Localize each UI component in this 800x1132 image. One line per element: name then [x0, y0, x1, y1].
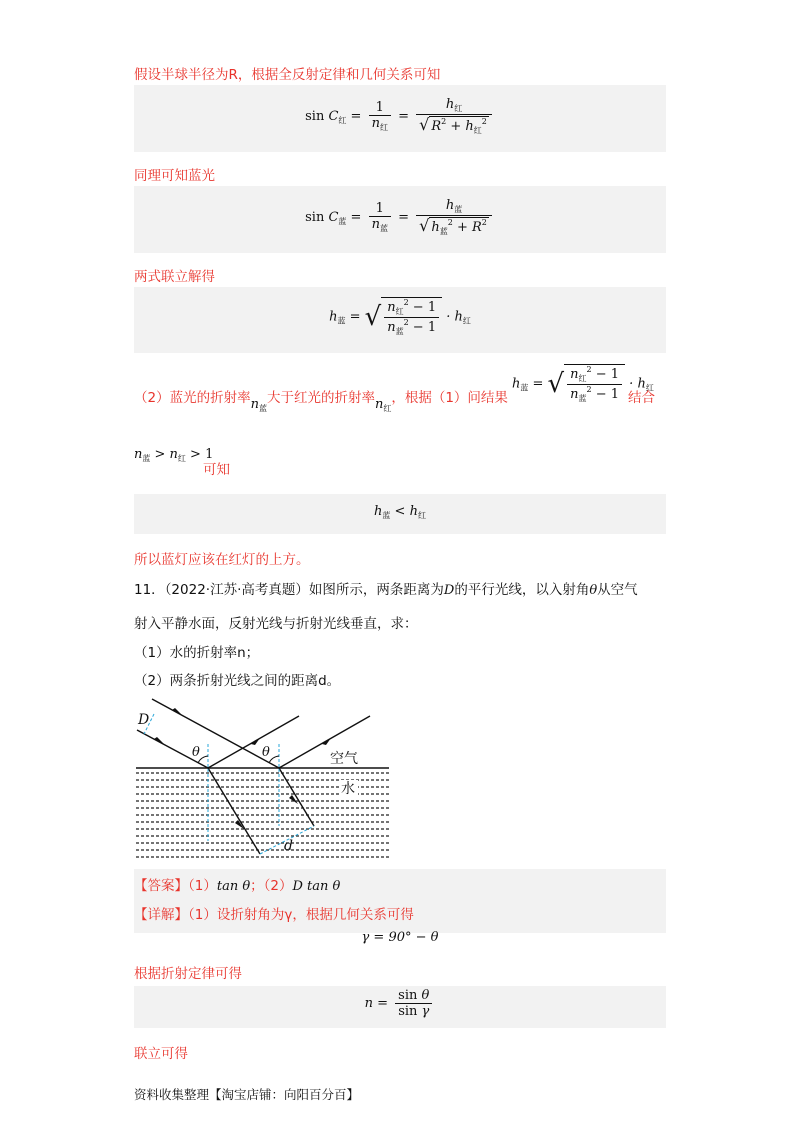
label-d: d — [284, 838, 293, 854]
part2-line: （2）蓝光的折射率$n_蓝$大于红光的折射率$n_红$，根据（1）问结果 — [134, 390, 508, 413]
law-text: 根据折射定律可得 — [134, 966, 242, 982]
footer-text: 资料收集整理【淘宝店铺：向阳百分百】 — [134, 1087, 360, 1102]
label-water: 水 — [341, 781, 355, 797]
question-number: 11． — [134, 582, 165, 598]
assume-text: 假设半球半径为R，根据全反射定律和几何关系可知 — [134, 67, 441, 83]
var-D: D — [443, 583, 455, 598]
part2-text-d: 结合 — [628, 390, 655, 406]
refracted-ray-2 — [279, 768, 314, 826]
formula-box-blue — [134, 186, 666, 253]
refraction-figure — [134, 696, 394, 862]
part2-text-c: ，根据（1）问结果 — [391, 390, 508, 406]
same-blue-text: 同理可知蓝光 — [134, 168, 215, 184]
formula-red: $\sin C_红$ = $\frac{1}{n_红}$ = $\frac{h_红}{√ R^2 + h_红^2}$ — [134, 97, 666, 136]
solution-text: （1）设折射角为γ，根据几何关系可得 — [188, 907, 414, 923]
question-source: （2022·江苏·高考真题） — [164, 582, 309, 598]
question-11-stem — [134, 578, 674, 603]
stem-c: 从空气 — [597, 582, 638, 598]
answer-p1: （1） — [188, 878, 217, 894]
formula-box-n — [134, 986, 666, 1028]
question-11-q2: （2）两条折射光线之间的距离d。 — [134, 673, 341, 689]
answer-p2: （2） — [263, 878, 293, 894]
arrow-incident-2 — [172, 708, 182, 715]
stem-b: 的平行光线，以入射角 — [454, 582, 590, 598]
label-theta-2: θ — [262, 745, 270, 760]
formula-blue: $\sin C_蓝$ = $\frac{1}{n_蓝}$ = $\frac{h_蓝}{√ h_蓝^2 + R^2}$ — [134, 198, 666, 237]
arrow-reflected-2 — [322, 738, 331, 745]
theta-arc-2 — [269, 756, 279, 763]
answer-line — [134, 874, 340, 894]
part2-text-a: （2）蓝光的折射率 — [134, 390, 251, 406]
solution-tag: 【详解】 — [134, 907, 188, 923]
answer-1: tan θ — [216, 879, 251, 894]
formula-box-result — [134, 494, 666, 534]
combine-text: 两式联立解得 — [134, 269, 215, 285]
part2-text-b: 大于红光的折射率 — [266, 390, 375, 406]
refracted-ray-1 — [208, 768, 260, 854]
solution-line — [134, 903, 414, 923]
formula-result: $h_蓝 < h_红$ — [374, 504, 426, 520]
label-theta-1: θ — [192, 745, 200, 760]
formula-n: n = $\frac{\text{sin θ}}{\text{sin γ}}$ — [134, 988, 666, 1019]
incident-ray-2 — [152, 699, 279, 768]
label-D: D — [138, 712, 150, 728]
var-theta: θ — [589, 583, 598, 598]
formula-solve: $h_蓝$ = √ $\frac{n_红^2 - 1}{n_蓝^2 - 1}$ · $h_红$ — [329, 298, 471, 336]
conclusion-text: 所以蓝灯应该在红灯的上方。 — [134, 552, 310, 568]
stem-a: 如图所示，两条距离为 — [308, 582, 444, 598]
question-11-line2: 射入平静水面，反射光线与折射光线垂直，求： — [134, 616, 418, 632]
part2-formula: $h_蓝$ = √ $\frac{n_红^2 - 1}{n_蓝^2 - 1}$ · $h_红$ — [512, 365, 654, 403]
inequality: $n_蓝 > n_红 > 1$ — [134, 447, 214, 463]
answer-sep: ； — [250, 878, 264, 894]
answer-2: D tan θ — [292, 879, 341, 894]
formula-box-red — [134, 85, 666, 152]
question-11-q1: （1）水的折射率n； — [134, 645, 260, 661]
formula-box-solve — [134, 287, 666, 353]
label-air: 空气 — [330, 751, 358, 767]
arrow-reflected-1 — [251, 738, 260, 745]
answer-tag: 【答案】 — [134, 878, 188, 894]
reflected-ray-1 — [208, 716, 299, 768]
final-combine-text: 联立可得 — [134, 1046, 188, 1062]
eq-gamma: γ = 90° − θ — [361, 930, 439, 945]
known-text: 可知 — [203, 462, 230, 478]
